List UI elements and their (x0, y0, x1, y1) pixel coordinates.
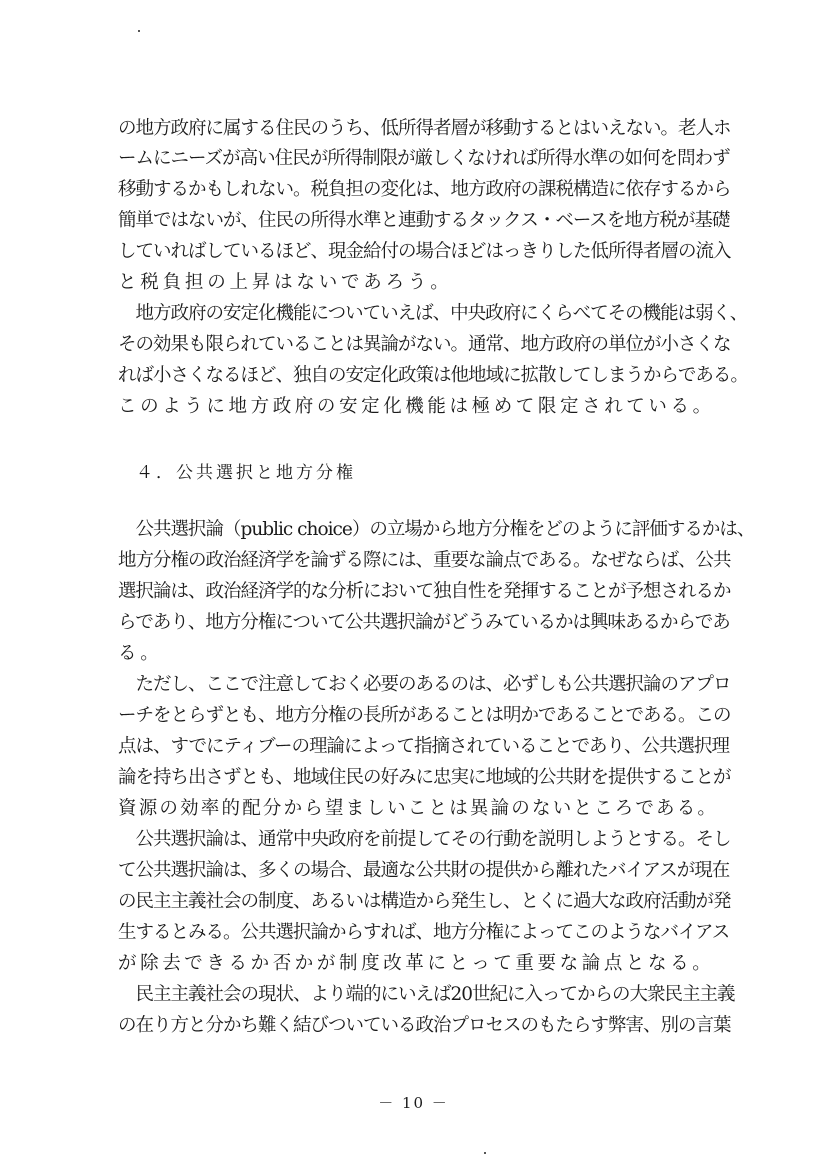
section-heading: ４．公共選択と地方分権 (136, 463, 356, 483)
text-line: 選択論は、政治経済学的な分析において独自性を発揮することが予想されるか (118, 581, 731, 602)
text-line: 資源の効率的配分から望ましいことは異論のないところである。 (118, 798, 719, 819)
text-line: 公共選択論（public choice）の立場から地方分権をどのように評価するかは、 (118, 519, 755, 540)
text-line: 簡単ではないが、住民の所得水準と連動するタックス・ベースを地方税が基礎 (118, 210, 730, 231)
text-line: ーチをとらずとも、地方分権の長所があることは明かであることである。この (118, 705, 731, 726)
text-line: 地方政府の安定化機能についていえば、中央政府にくらべてその機能は弱く、 (118, 303, 748, 324)
text-line: が除去できるか否かが制度改革にとって重要な論点となる。 (118, 953, 715, 974)
text-line: る。 (118, 643, 163, 664)
text-line: れば小さくなるほど、独自の安定化政策は他地域に拡散してしまうからである。 (118, 365, 748, 386)
text-line: 公共選択論は、通常中央政府を前提してその行動を説明しようとする。そし (118, 829, 731, 850)
text-line: ームにニーズが高い住民が所得制限が厳しくなければ所得水準の如何を問わず (118, 148, 730, 169)
text-line: 移動するかもしれない。税負担の変化は、地方政府の課税構造に依存するから (118, 179, 731, 200)
text-line: ただし、ここで注意しておく必要のあるのは、必ずしも公共選択論のアプロ (118, 674, 731, 695)
scan-speck (138, 30, 140, 32)
text-line: の地方政府に属する住民のうち、低所得者層が移動するとはいえない。老人ホ (118, 118, 731, 139)
page-number: － 10 － (378, 1094, 449, 1112)
text-line: していればしているほど、現金給付の場合ほどはっきりした低所得者層の流入 (118, 241, 731, 262)
text-line: このように地方政府の安定化機能は極めて限定されている。 (118, 396, 715, 417)
text-line: て公共選択論は、多くの場合、最適な公共財の提供から離れたバイアスが現在 (118, 860, 730, 881)
scan-speck (484, 1152, 486, 1154)
text-line: 論を持ち出さずとも、地域住民の好みに忠実に地域的公共財を提供することが (118, 767, 731, 788)
text-line: と税負担の上昇はないであろう。 (118, 272, 453, 293)
text-line: の在り方と分かち難く結びついている政治プロセスのもたらす弊害、別の言葉 (118, 1015, 731, 1036)
text-line: の民主主義社会の制度、あるいは構造から発生し、とくに過大な政府活動が発 (118, 891, 731, 912)
text-line: 地方分権の政治経済学を論ずる際には、重要な論点である。なぜならば、公共 (118, 550, 731, 571)
text-line: 点は、すでにティブーの理論によって指摘されていることであり、公共選択理 (118, 736, 730, 757)
text-line: その効果も限られていることは異論がない。通常、地方政府の単位が小さくな (118, 334, 731, 355)
text-line: 生するとみる。公共選択論からすれば、地方分権によってこのようなバイアス (118, 922, 730, 943)
text-line: らであり、地方分権について公共選択論がどうみているかは興味あるからであ (118, 612, 730, 633)
text-line: 民主主義社会の現状、より端的にいえば20世紀に入ってからの大衆民主主義 (118, 984, 735, 1005)
